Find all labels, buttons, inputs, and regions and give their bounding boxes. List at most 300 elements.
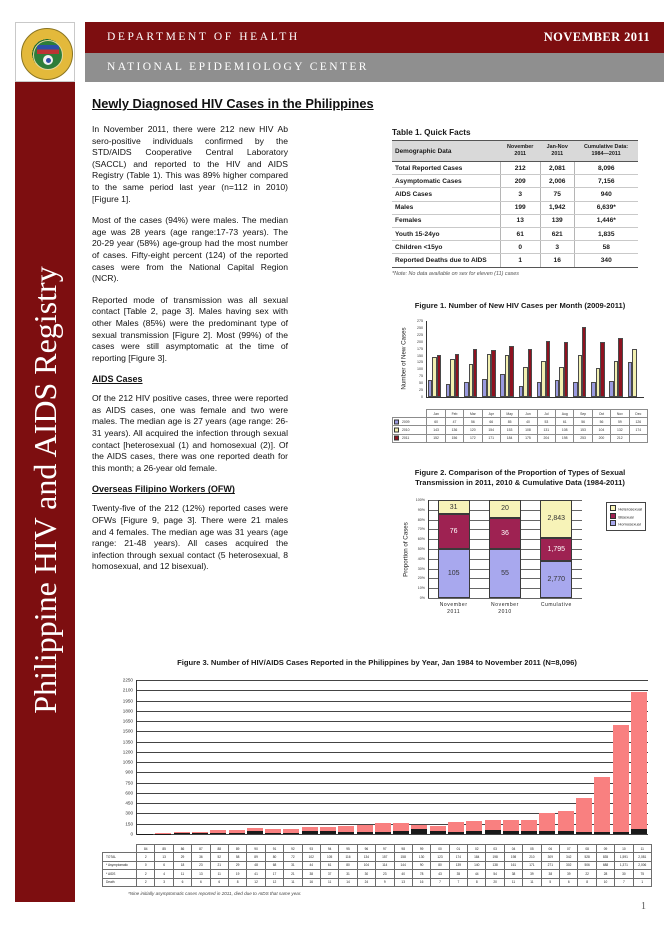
- figure1-month-header: Aug: [556, 410, 574, 418]
- figure1-y-tick: 275: [417, 319, 423, 323]
- table1-cell-november: 13: [500, 214, 540, 227]
- figure3-y-tick: 900: [125, 769, 133, 775]
- figure1-value-cell: 61: [556, 418, 574, 426]
- figure3-value-cell: 18: [173, 861, 191, 869]
- figure3-value-cell: 2: [137, 870, 155, 878]
- figure3-bar-aids: [302, 831, 318, 834]
- figure2-segment-label: 31: [449, 503, 458, 511]
- figure3-bar-aids: [485, 830, 501, 834]
- figure3-value-cell: 4: [155, 870, 173, 878]
- figure3-value-cell: 61: [320, 861, 338, 869]
- table1-cell-label: Asymptomatic Cases: [392, 175, 500, 188]
- figure1-value-cell: 56: [464, 418, 482, 426]
- figure3-value-cell: 31: [339, 870, 357, 878]
- figure3-value-cell: 30: [357, 870, 375, 878]
- figure3-value-cell: 11: [210, 870, 228, 878]
- figure3-value-cell: 134: [357, 853, 375, 861]
- figure3-bar-aids: [631, 829, 647, 834]
- figure2-segment-label: 76: [449, 528, 458, 536]
- figure3-value-cell: 198: [486, 853, 504, 861]
- legend-swatch-icon: [394, 419, 399, 424]
- legend-swatch-icon: [394, 436, 399, 441]
- table1-note: *Note: No data available on sex for eleven (11) cases: [392, 270, 519, 277]
- figure1-value-cell: 198: [556, 434, 574, 442]
- figure1-value-cell: 108: [556, 426, 574, 434]
- figure3-bar-aids: [137, 834, 153, 835]
- table1-cell-cumulative: 6,639*: [574, 201, 638, 214]
- figure3-value-cell: 8: [468, 878, 486, 886]
- figure3-year-header: 85: [155, 845, 173, 853]
- figure2-y-tick: 70%: [417, 527, 425, 532]
- figure3-value-cell: 139: [449, 861, 467, 869]
- table-row: [392, 162, 638, 175]
- figure3-value-cell: 43: [431, 870, 449, 878]
- figure3-bar-aids: [210, 833, 226, 834]
- figure3-year-header: 96: [357, 845, 375, 853]
- figure1-data-table: [392, 409, 648, 443]
- figure2-y-tick: 80%: [417, 517, 425, 522]
- figure2-y-tick: 100%: [415, 498, 425, 502]
- figure1-value-cell: 60: [427, 418, 445, 426]
- figure2-y-tick: 40%: [417, 556, 425, 561]
- figure3-value-cell: 7: [449, 878, 467, 886]
- figure2-legend: [606, 502, 646, 531]
- figure1-value-cell: 175: [519, 434, 537, 442]
- figure1-y-tick: 125: [417, 360, 423, 365]
- figure3-row-label: * Asymptomatic: [103, 861, 137, 869]
- table1-col-november: November 2011: [500, 141, 540, 162]
- figure3-value-cell: 36: [192, 853, 210, 861]
- legend-swatch-icon: [610, 520, 616, 526]
- figure3-bar-aids: [155, 834, 171, 835]
- figure3-table-row: [103, 853, 652, 861]
- figure3-bar-aids: [320, 831, 336, 834]
- figure3-value-cell: 114: [376, 861, 394, 869]
- table1-cell-november: 3: [500, 188, 540, 201]
- figure3-year-header: 89: [228, 845, 246, 853]
- figure3-row-label: TOTAL: [103, 853, 137, 861]
- figure1-value-cell: 56: [592, 418, 610, 426]
- figure3-bar-aids: [283, 833, 299, 834]
- figure3-row-label: * AIDS: [103, 870, 137, 878]
- figure1-month-header: Oct: [592, 410, 610, 418]
- table1-cell-label: AIDS Cases: [392, 188, 500, 201]
- figure1-value-cell: 56: [574, 418, 592, 426]
- table-row: [392, 227, 638, 240]
- figure1-month-header: Nov: [611, 410, 629, 418]
- figure1-month-header: Apr: [482, 410, 500, 418]
- figure3-y-tick: 450: [125, 800, 133, 806]
- figure3-value-cell: 7: [615, 878, 633, 886]
- figure2-segment-label: 55: [501, 570, 509, 578]
- figure1-value-cell: 184: [500, 434, 518, 442]
- table1-cell-jan-nov: 1,942: [540, 201, 574, 214]
- figure3-value-cell: 68: [265, 861, 283, 869]
- figure3-bar-aids: [229, 833, 245, 834]
- figure3-year-header: 95: [339, 845, 357, 853]
- figure3-value-cell: 38: [541, 870, 559, 878]
- figure1-y-tick: 225: [417, 332, 423, 337]
- section-heading-aids-cases: AIDS Cases: [92, 374, 143, 385]
- sidebar-banner: [15, 82, 75, 902]
- figure3-value-cell: 2,006: [633, 861, 651, 869]
- figure1-bar: [455, 354, 459, 397]
- figure2-legend-item: Homosexual: [610, 520, 642, 528]
- figure3-value-cell: 11: [320, 878, 338, 886]
- table1-cell-label: Children <15yo: [392, 241, 500, 254]
- figure3-value-cell: 23: [192, 861, 210, 869]
- seal-inner: [33, 40, 63, 70]
- figure3-value-cell: 11: [173, 870, 191, 878]
- figure3-value-cell: 89: [247, 853, 265, 861]
- figure3-value-cell: 7: [431, 878, 449, 886]
- figure3-value-cell: 309: [541, 853, 559, 861]
- figure3-year-header: 90: [247, 845, 265, 853]
- figure3-row-label: Death: [103, 878, 137, 886]
- figure3-value-cell: 28: [596, 870, 614, 878]
- figure1-value-cell: 253: [574, 434, 592, 442]
- content-area: [92, 96, 652, 896]
- figure1-bar: [582, 327, 586, 397]
- figure1-month-header: Sep: [574, 410, 592, 418]
- figure2-segment-label: 20: [501, 505, 509, 513]
- figure3-bar-total: [631, 692, 647, 834]
- figure3-value-cell: 3: [155, 878, 173, 886]
- figure3-value-cell: 138: [486, 861, 504, 869]
- figure3-value-cell: 140: [468, 861, 486, 869]
- table1-cell-cumulative: 58: [574, 241, 638, 254]
- figure3-table-row: [103, 878, 652, 886]
- paragraph-transmission: Reported mode of transmission was all sexual contact [Table 2, page 3]. Males having sex with other Males (85%) were the predominant type of sexual transmission [Figure 2]. Most (99%) of the cases were still asymptomatic at the time of reporting [Figure 3].: [92, 294, 288, 363]
- figure2-y-axis: [428, 500, 429, 598]
- figure2-y-tick: 0%: [419, 596, 425, 600]
- table1-cell-cumulative: 1,835: [574, 227, 638, 240]
- figure3-year-header: 01: [449, 845, 467, 853]
- figure3-value-cell: 13: [192, 870, 210, 878]
- table1-cell-jan-nov: 139: [540, 214, 574, 227]
- figure3-value-cell: 58: [228, 853, 246, 861]
- figure1-month-header: Jun: [519, 410, 537, 418]
- table1-cell-label: Females: [392, 214, 500, 227]
- figure1-value-cell: 126: [629, 418, 647, 426]
- figure3-year-header: 04: [504, 845, 522, 853]
- figure3-table-row: [103, 861, 652, 869]
- table1-body: [392, 162, 638, 268]
- figure3-value-cell: 21: [210, 861, 228, 869]
- table1-col-cumulative: Cumulative Data: 1984—2011: [574, 141, 638, 162]
- paragraph-demographics: Most of the cases (94%) were males. The median age was 28 years (age range:17-73 years). The 20-29 year (58%) age-group had the most number of cases. Fifty-eight percent (124) of the reported cases were from the National Capital Region (NCR).: [92, 215, 288, 284]
- figure3-y-tick: 750: [125, 780, 133, 786]
- table1-cell-cumulative: 1,446*: [574, 214, 638, 227]
- table-row: [392, 201, 638, 214]
- legend-swatch-icon: [394, 427, 399, 432]
- figure3-year-header: 10: [615, 845, 633, 853]
- figure3-value-cell: 10: [596, 878, 614, 886]
- figure3-gridline: [136, 793, 648, 794]
- figure3-value-cell: 104: [357, 861, 375, 869]
- table1-cell-cumulative: 8,096: [574, 162, 638, 175]
- figure1-y-tick: 75: [419, 374, 423, 379]
- figure3-year-header: 98: [394, 845, 412, 853]
- figure3-value-cell: 38: [302, 870, 320, 878]
- figure3-bar-aids: [613, 832, 629, 834]
- figure3-value-cell: 8: [228, 878, 246, 886]
- figure3-value-cell: 161: [504, 861, 522, 869]
- doh-logo-container: [15, 22, 75, 82]
- figure3-value-cell: 171: [523, 861, 541, 869]
- figure3-y-axis: [136, 680, 137, 834]
- figure3-bar-aids: [192, 833, 208, 834]
- table1-col-demographic: Demographic Data: [392, 141, 500, 162]
- figure3-bar-aids: [393, 831, 409, 834]
- table1-cell-cumulative: 7,156: [574, 175, 638, 188]
- figure1-value-cell: 53: [537, 418, 555, 426]
- figure3-year-header: 94: [320, 845, 338, 853]
- figure1-value-cell: 108: [519, 426, 537, 434]
- figure2-title: Figure 2. Comparison of the Proportion of Types of Sexual Transmission in 2011, 2010 & Cumulative Data (1984-2011): [414, 468, 626, 487]
- issue-date: NOVEMBER 2011: [543, 30, 650, 44]
- figure2-segment-label: 2,843: [547, 515, 566, 523]
- figure3-value-cell: 90: [412, 861, 430, 869]
- table1-cell-jan-nov: 16: [540, 254, 574, 267]
- figure1-table-row: [393, 434, 648, 442]
- figure1-value-cell: 85: [500, 418, 518, 426]
- figure2-stack-segment: [540, 500, 572, 538]
- figure3-value-cell: 184: [468, 853, 486, 861]
- figure1-bar: [473, 349, 477, 397]
- figure1-bar: [600, 342, 604, 397]
- figure2-stack-segment: [438, 500, 470, 514]
- figure1-series-label: 2011: [393, 434, 427, 442]
- figure3-value-cell: 130: [412, 853, 430, 861]
- figure3-plot: [102, 676, 652, 844]
- table1-container: [392, 128, 648, 277]
- figure2-legend-item: Heterosexual: [610, 505, 642, 513]
- figure3-value-cell: 6: [155, 861, 173, 869]
- figure3-year-header: 87: [192, 845, 210, 853]
- figure2-x-tick-label: November 2011: [439, 602, 468, 615]
- figure3-value-cell: 39: [560, 870, 578, 878]
- figure2-stack-segment: [489, 518, 521, 550]
- table1-cell-november: 209: [500, 175, 540, 188]
- figure3-value-cell: 1,371: [615, 861, 633, 869]
- figure1-title: Figure 1. Number of New HIV Cases per Month (2009-2011): [414, 301, 626, 310]
- figure3-year-header: 86: [173, 845, 191, 853]
- figure3-value-cell: 22: [578, 870, 596, 878]
- figure3-year-header: 92: [284, 845, 302, 853]
- figure3-gridline: [136, 803, 648, 804]
- figure1-bar: [437, 355, 441, 397]
- figure1-y-tick: 150: [417, 353, 423, 358]
- figure3-value-cell: 44: [468, 870, 486, 878]
- figure3-value-cell: 80: [265, 853, 283, 861]
- figure1-x-axis: [426, 397, 644, 398]
- figure2-y-tick: 50%: [417, 547, 425, 551]
- figure3-title: Figure 3. Number of HIV/AIDS Cases Reported in the Philippines by Year, Jan 1984 to November 2011 (N=8,096): [177, 658, 577, 667]
- figure3-value-cell: 2: [137, 878, 155, 886]
- figure2-legend-item: Bisexual: [610, 513, 642, 521]
- figure3-year-header: 09: [596, 845, 614, 853]
- figure1-value-cell: [629, 434, 647, 442]
- figure3-value-cell: 54: [486, 870, 504, 878]
- figure3-gridline: [136, 721, 648, 722]
- figure3-bar-aids: [265, 833, 281, 834]
- figure1-value-cell: 154: [482, 426, 500, 434]
- figure3-value-cell: 6: [173, 878, 191, 886]
- figure1-value-cell: 104: [592, 426, 610, 434]
- figure3-value-cell: 302: [560, 861, 578, 869]
- figure3-value-cell: 35: [449, 870, 467, 878]
- table1-col-jan-nov: Jan-Nov 2011: [540, 141, 574, 162]
- figure3-value-cell: 210: [523, 853, 541, 861]
- figure3-y-tick: 1950: [122, 698, 133, 704]
- figure2-stack-segment: [540, 538, 572, 562]
- figure3-gridline: [136, 742, 648, 743]
- figure2-y-tick: 10%: [417, 586, 425, 591]
- figure1-bar: [509, 346, 513, 397]
- figure1-series-label: 2010: [393, 426, 427, 434]
- figure1-container: [392, 301, 648, 443]
- table1-cell-cumulative: 940: [574, 188, 638, 201]
- figure3-value-cell: 102: [302, 853, 320, 861]
- figure3-value-cell: 37: [320, 870, 338, 878]
- page-number: 1: [641, 901, 646, 912]
- figure1-month-header: Jul: [537, 410, 555, 418]
- figure3-value-cell: 14: [339, 878, 357, 886]
- figure3-bar-aids: [594, 832, 610, 834]
- figure3-year-header: 03: [486, 845, 504, 853]
- figure1-table-row: [393, 426, 648, 434]
- figure3-value-cell: 2,081: [633, 853, 651, 861]
- figure3-value-cell: 12: [265, 878, 283, 886]
- figure3-value-cell: 8: [578, 878, 596, 886]
- figure1-month-header: Dec: [629, 410, 647, 418]
- figure3-bar-total: [576, 798, 592, 834]
- figure1-bar: [491, 350, 495, 397]
- figure2-stack-segment: [438, 514, 470, 549]
- masthead: [0, 22, 664, 82]
- figure3-value-cell: 29: [173, 853, 191, 861]
- figure3-bar-aids: [411, 829, 427, 834]
- figure3-gridline: [136, 731, 648, 732]
- figure3-year-header: 99: [412, 845, 430, 853]
- figure1-month-header: May: [500, 410, 518, 418]
- figure2-stack-segment: [438, 549, 470, 598]
- figure3-y-tick: 0: [130, 831, 133, 837]
- figure2-x-tick-label: November 2010: [491, 602, 519, 615]
- figure3-value-cell: 6: [210, 878, 228, 886]
- figure3-bar-aids: [338, 832, 354, 834]
- figure1-y-tick: 25: [419, 388, 423, 393]
- figure3-data-table: [102, 844, 652, 887]
- figure1-y-axis-label: Number of New Cases: [400, 327, 408, 390]
- figure2-y-tick: 20%: [417, 576, 425, 581]
- figure2-y-tick: 60%: [417, 537, 425, 542]
- figure3-year-header: 08: [578, 845, 596, 853]
- figure3-y-tick: 2250: [122, 677, 133, 683]
- figure1-bar: [632, 349, 636, 397]
- figure3-bar-aids: [558, 831, 574, 834]
- figure3-value-cell: 72: [284, 853, 302, 861]
- figure2-stack-segment: [489, 549, 521, 598]
- figure1-value-cell: 212: [611, 434, 629, 442]
- figure3-value-cell: 13: [155, 853, 173, 861]
- figure2-plot: [392, 496, 648, 624]
- table1-cell-jan-nov: 2,081: [540, 162, 574, 175]
- figure3-value-cell: 80: [339, 861, 357, 869]
- figure3-gridline: [136, 690, 648, 691]
- figure3-value-cell: 157: [376, 853, 394, 861]
- figure3-table-header-row: [103, 845, 652, 853]
- figure3-value-cell: 52: [210, 853, 228, 861]
- figure3-bar-aids: [430, 831, 446, 834]
- table-row: [392, 188, 638, 201]
- figure3-y-tick: 1050: [122, 759, 133, 765]
- table1-cell-label: Reported Deaths due to AIDS: [392, 254, 500, 267]
- figure3-gridline: [136, 680, 648, 681]
- figure3-y-tick: 150: [125, 821, 133, 827]
- figure3-container: [102, 658, 652, 896]
- figure3-bar-total: [594, 777, 610, 834]
- figure3-value-cell: 11: [504, 878, 522, 886]
- figure3-value-cell: 24: [357, 878, 375, 886]
- figure1-bar: [618, 338, 622, 397]
- figure3-bar-aids: [448, 832, 464, 834]
- table1-cell-jan-nov: 75: [540, 188, 574, 201]
- figure3-value-cell: 506: [578, 861, 596, 869]
- figure3-gridline: [136, 711, 648, 712]
- table1-cell-label: Males: [392, 201, 500, 214]
- figure1-series-label: 2009: [393, 418, 427, 426]
- section-heading-ofw: Overseas Filipino Workers (OFW): [92, 484, 235, 495]
- figure1-value-cell: 204: [537, 434, 555, 442]
- figure3-year-header: 88: [210, 845, 228, 853]
- figure3-value-cell: 271: [541, 861, 559, 869]
- table1-cell-jan-nov: 621: [540, 227, 574, 240]
- figure3-gridline: [136, 762, 648, 763]
- figure3-value-cell: 835: [596, 853, 614, 861]
- figure2-segment-label: 1,795: [547, 545, 566, 553]
- figure3-y-tick: 1650: [122, 718, 133, 724]
- table1-cell-cumulative: 340: [574, 254, 638, 267]
- figure2-x-tick-label: Cumulative: [540, 602, 572, 608]
- figure1-table-row: [393, 418, 648, 426]
- table1-cell-label: Total Reported Cases: [392, 162, 500, 175]
- figure1-bar: [564, 342, 568, 397]
- figure2-segment-label: 36: [501, 530, 509, 538]
- figure1-bar: [528, 349, 532, 397]
- figure3-table-row: [103, 870, 652, 878]
- figure3-value-cell: 16: [302, 878, 320, 886]
- figure1-month-header: Mar: [464, 410, 482, 418]
- table1-header-row: [392, 141, 638, 162]
- figure3-value-cell: 6: [192, 878, 210, 886]
- figure3-gridline: [136, 772, 648, 773]
- table-row: [392, 254, 638, 267]
- figure1-value-cell: 152: [427, 434, 445, 442]
- figure1-plot: [392, 317, 648, 409]
- figure2-segment-label: 105: [447, 570, 460, 578]
- figure1-table-header-row: [393, 410, 648, 418]
- figure3-year-header: 91: [265, 845, 283, 853]
- figure3-year-header: 84: [137, 845, 155, 853]
- figure3-y-tick: 2100: [122, 687, 133, 693]
- table1-cell-november: 1: [500, 254, 540, 267]
- sidebar-title: Philippine HIV and AIDS Registry: [27, 266, 63, 714]
- figure1-y-tick: 175: [417, 346, 423, 351]
- figure3-year-header: 00: [431, 845, 449, 853]
- figure1-value-cell: 171: [482, 434, 500, 442]
